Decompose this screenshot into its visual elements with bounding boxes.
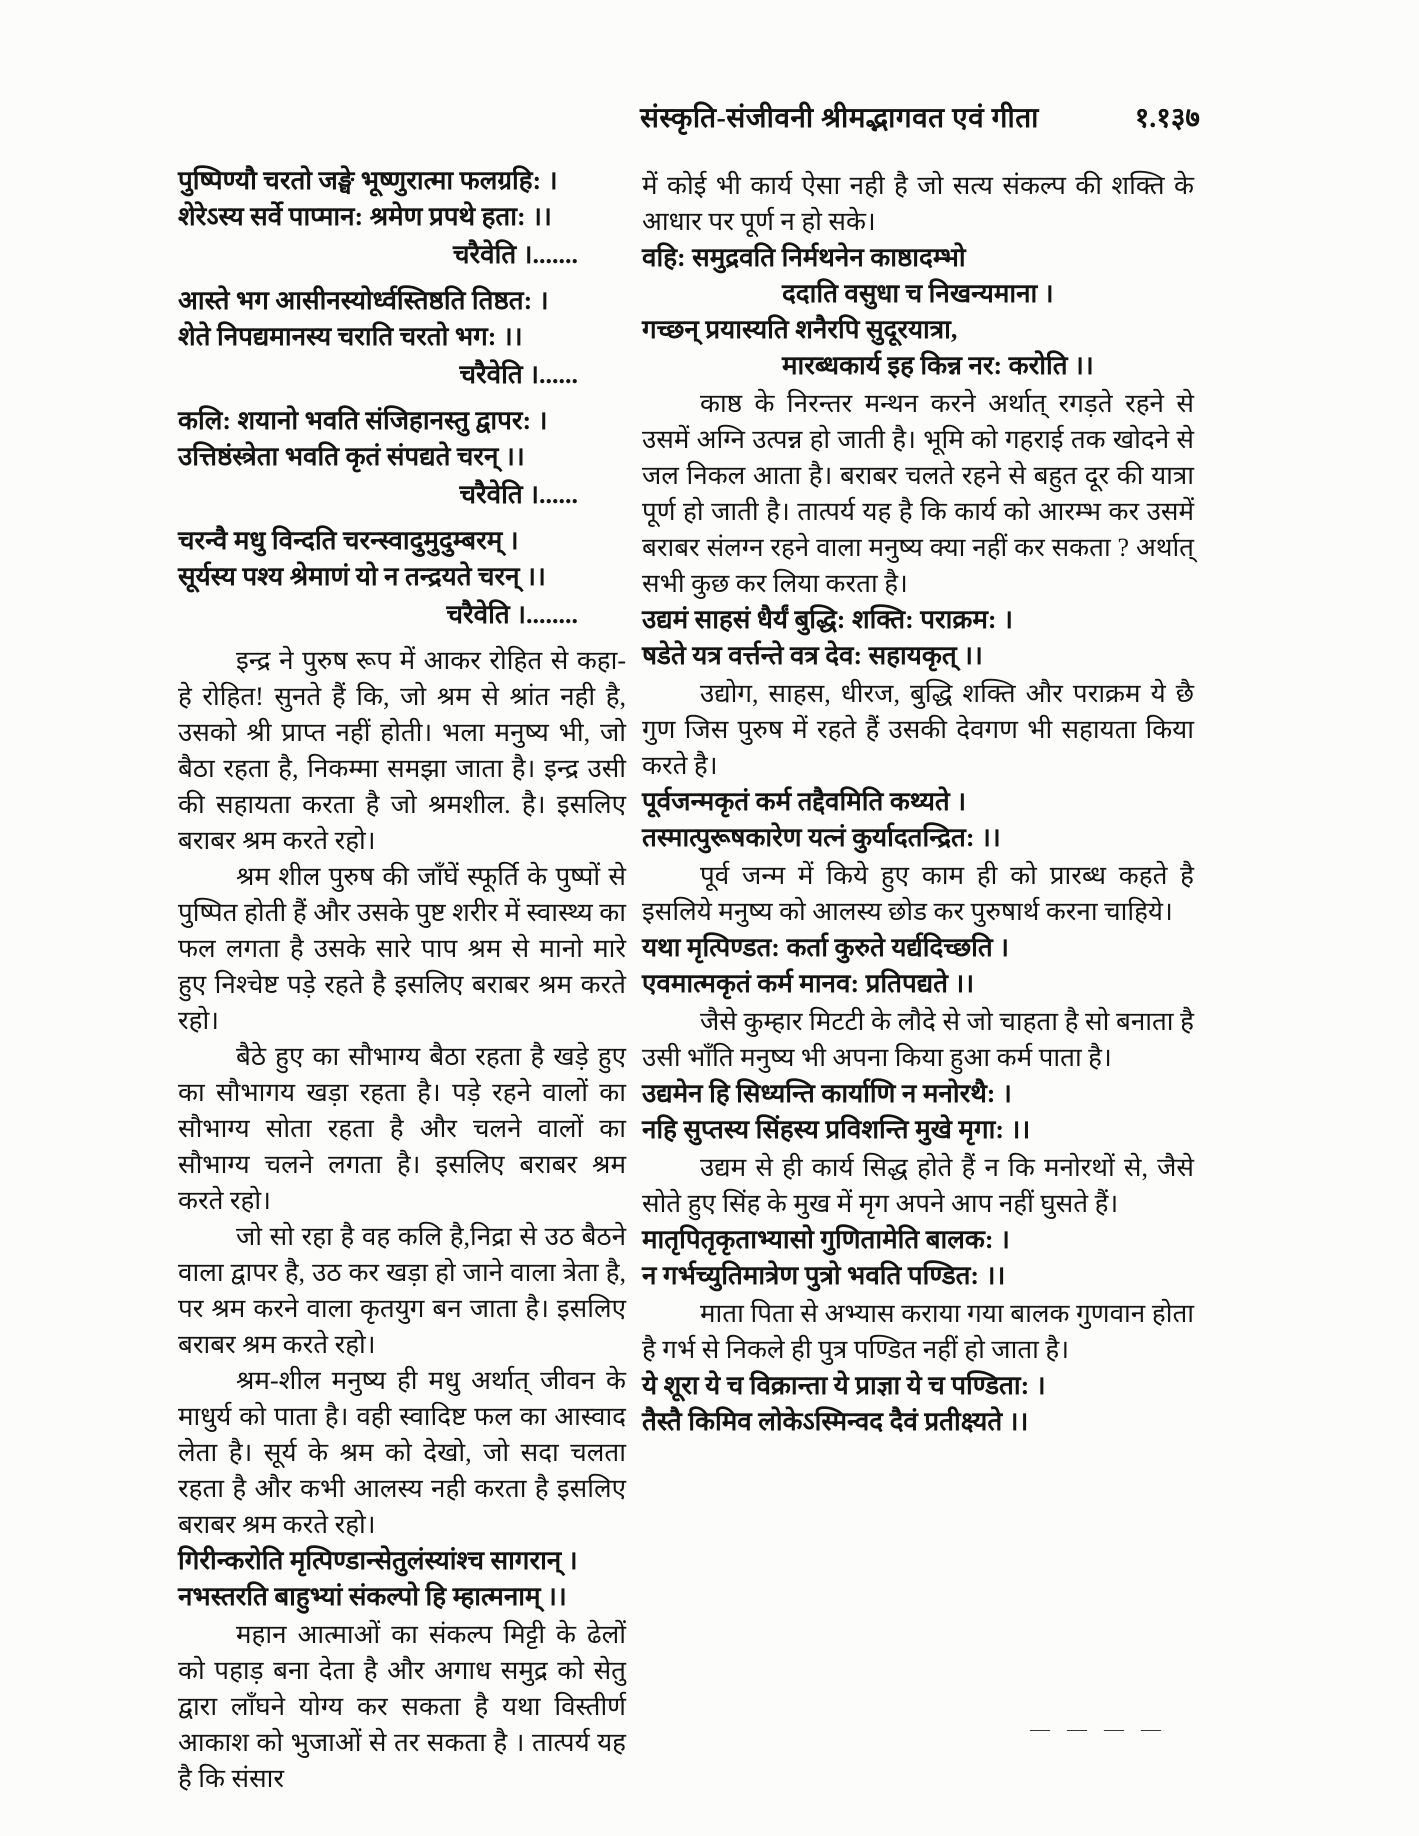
commentary-paragraph: बैठे हुए का सौभाग्य बैठा रहता है खड़े हुए का सौभागय खड़ा रहता है। पड़े रहने वालों का सौभाग्य सोता रहता है और चलने वालों का सौभाग्य चलने लगता है। इसलिए बराबर श्रम करते रहो। [178,1042,626,1215]
verse-line: उद्यमेन हि सिध्यन्ति कार्याणि न मनोरथै: । [642,1079,1012,1108]
verse-line: एवमात्मकृतं कर्म मानव: प्रतिपद्यते ।। [642,969,975,998]
verse-line: मारब्धकार्य इह किन्न नर: करोति ।। [782,351,1094,380]
verse-line: नहि सुप्तस्य सिंहस्य प्रविशन्ति मुखे मृगा: ।। [642,1115,1031,1144]
verse-line: चरन्वै मधु विन्दति चरन्स्वादुमुदुम्बरम् । [178,526,519,555]
column-left [178,163,626,1797]
verse-line: गिरीन्करोति मृत्पिण्डान्सेतुलंस्यांश्च सागरान् । [178,1546,578,1575]
commentary-paragraph: माता पिता से अभ्यास कराया गया बालक गुणवान होता है गर्भ से निकले ही पुत्र पण्डित नहीं हो जाता है। [642,1299,1194,1364]
refrain-line: चरैवेति ।....... [452,240,578,269]
book-title: संस्कृति-संजीवनी श्रीमद्भागवत एवं गीता [640,103,1039,134]
verse-line: तैस्तै किमिव लोकेऽस्मिन्वद दैवं प्रतीक्ष्यते ।। [642,1407,1029,1436]
commentary-paragraph: में कोई भी कार्य ऐसा नही है जो सत्य संकल्प की शक्ति के आधार पर पूर्ण न हो सके। [642,171,1194,236]
commentary-paragraph: उद्यम से ही कार्य सिद्ध होते हैं न कि मनोरथों से, जैसे सोते हुए सिंह के मुख में मृग अपने आप नहीं घुसते हैं। [642,1153,1194,1218]
verse-block [642,784,1194,856]
verse-block [642,1076,1194,1148]
verse-block [178,1543,626,1615]
verse-block [642,602,1194,674]
refrain-line: चरैवेति ।........ [446,600,578,629]
verse-line: सूर्यस्य पश्य श्रेमाणं यो न तन्द्रयते चरन् ।। [178,562,546,591]
column-right [642,168,1194,1442]
verse-line: शेते निपद्यमानस्य चराति चरतो भग: ।। [178,322,523,351]
footer-dashes: — — — — [1030,1718,1167,1740]
verse-block [642,240,1194,384]
refrain-line: चरैवेति ।...... [459,480,578,509]
verse-line: ददाति वसुधा च निखन्यमाना । [782,279,1054,308]
verse-line: यथा मृत्पिण्डत: कर्ता कुरुते यर्द्यदिच्छति । [642,933,1010,962]
verse-block [642,1368,1194,1440]
commentary-paragraph: श्रम शील पुरुष की जाँघें स्फूर्ति के पुष्पों से पुष्पित होती हैं और उसके पुष्ट शरीर में स्वास्थ्य का फल लगता है उसके सारे पाप श्रम से मानो मारे हुए निश्चेष्ट पड़े रहते है इसलिए बराबर श्रम करते रहो। [178,862,626,1035]
verse-line: आस्ते भग आसीनस्योर्ध्वस्तिष्ठति तिष्ठत: । [178,286,549,315]
commentary-paragraph: जैसे कुम्हार मिटटी के लौदे से जो चाहता है सो बनाता है उसी भाँति मनुष्य भी अपना किया हुआ कर्म पाता है। [642,1007,1194,1072]
verse-block [178,163,626,235]
verse-line: पुष्पिण्यौ चरतो जङ्घे भूष्णुरात्मा फलग्रहि: । [178,166,558,195]
running-head [640,98,1200,136]
verse-line: ये शूरा ये च विक्रान्ता ये प्राज्ञा ये च पण्डिता: । [642,1371,1046,1400]
verse-line: कलि: शयानो भवति संजिहानस्तु द्वापर: । [178,406,548,435]
verse-line: षडेते यत्र वर्त्तन्ते वत्र देव: सहायकृत् ।। [642,641,983,670]
commentary-paragraph: जो सो रहा है वह कलि है,निद्रा से उठ बैठने वाला द्वापर है, उठ कर खड़ा हो जाने वाला त्रेता है, पर श्रम करने वाला कृतयुग बन जाता है। इसलिए बराबर श्रम करते रहो। [178,1222,626,1359]
commentary-paragraph: श्रम-शील मनुष्य ही मधु अर्थात् जीवन के माधुर्य को पाता है। वही स्वादिष्ट फल का आस्वाद लेता है। सूर्य के श्रम को देखो, जो सदा चलता रहता है और कभी आलस्य नही करता है इसलिए बराबर श्रम करते रहो। [178,1366,626,1539]
verse-block [178,403,626,475]
commentary-paragraph: पूर्व जन्म में किये हुए काम ही को प्रारब्ध कहते है इसलिये मनुष्य को आलस्य छोड कर पुरुषार्थ करना चाहिये। [642,861,1194,926]
refrain-line: चरैवेति ।...... [459,360,578,389]
verse-line: नभस्तरति बाहुभ्यां संकल्पो हि म्हात्मनाम् ।। [178,1582,567,1611]
commentary-paragraph: काष्ठ के निरन्तर मन्थन करने अर्थात् रगड़ते रहने से उसमें अग्नि उत्पन्न हो जाती है। भूमि को गहराई तक खोदने से जल निकल आता है। बराबर चलते रहने से बहुत दूर की यात्रा पूर्ण हो जाती है। तात्पर्य यह है कि कार्य को आरम्भ कर उसमें बराबर संलग्न रहने वाला मनुष्य क्या नहीं कर सकता ? अर्थात् सभी कुछ कर लिया करता है। [642,389,1194,598]
verse-line: गच्छन् प्रयास्यति शनैरपि सुदूरयात्रा, [642,315,958,344]
verse-line: पूर्वजन्मकृतं कर्म तद्दैवमिति कथ्यते । [642,787,967,816]
verse-line: मातृपितृकृताभ्यासो गुणितामेति बालक: । [642,1225,1010,1254]
verse-line: तस्मात्पुरूषकारेण यत्नं कुर्यादतन्द्रित: ।। [642,823,1001,852]
commentary-paragraph: इन्द्र ने पुरुष रूप में आकर रोहित से कहा- हे रोहित! सुनते हैं कि, जो श्रम से श्रांत नही है, उसको श्री प्राप्त नहीं होती। भला मनुष्य भी, जो बैठा रहता है, निकम्मा समझा जाता है। इन्द्र उसी की सहायता करता है जो श्रमशील. है। इसलिए बराबर श्रम करते रहो। [178,646,626,855]
verse-line: न गर्भच्युतिमात्रेण पुत्रो भवति पण्डित: ।। [642,1261,1006,1290]
verse-line: वहि: समुद्रवति निर्मथनेन काष्ठादम्भो [642,243,966,272]
page-number: १.१३७ [1134,103,1200,134]
verse-block [642,1222,1194,1294]
verse-block [642,930,1194,1002]
commentary-paragraph: उद्योग, साहस, धीरज, बुद्धि शक्ति और पराक्रम ये छै गुण जिस पुरुष में रहते हैं उसकी देवगण भी सहायता किया करते है। [642,679,1194,780]
verse-block [178,283,626,355]
verse-block [178,523,626,595]
verse-line: शेरेऽस्य सर्वे पाप्मान: श्रमेण प्रपथे हता: ।। [178,202,552,231]
verse-line: उत्तिष्ठंस्त्रेता भवति कृतं संपद्यते चरन् ।। [178,442,525,471]
verse-line: उद्यमं साहसं धैर्यं बुद्धि: शक्ति: पराक्रम: । [642,605,1013,634]
commentary-paragraph: महान आत्माओं का संकल्प मिट्टी के ढेलों को पहाड़ बना देता है और अगाध समुद्र को सेतु द्वारा लाँघने योग्य कर सकता है यथा विस्तीर्ण आकाश को भुजाओं से तर सकता है । तात्पर्य यह है कि संसार [178,1620,626,1793]
